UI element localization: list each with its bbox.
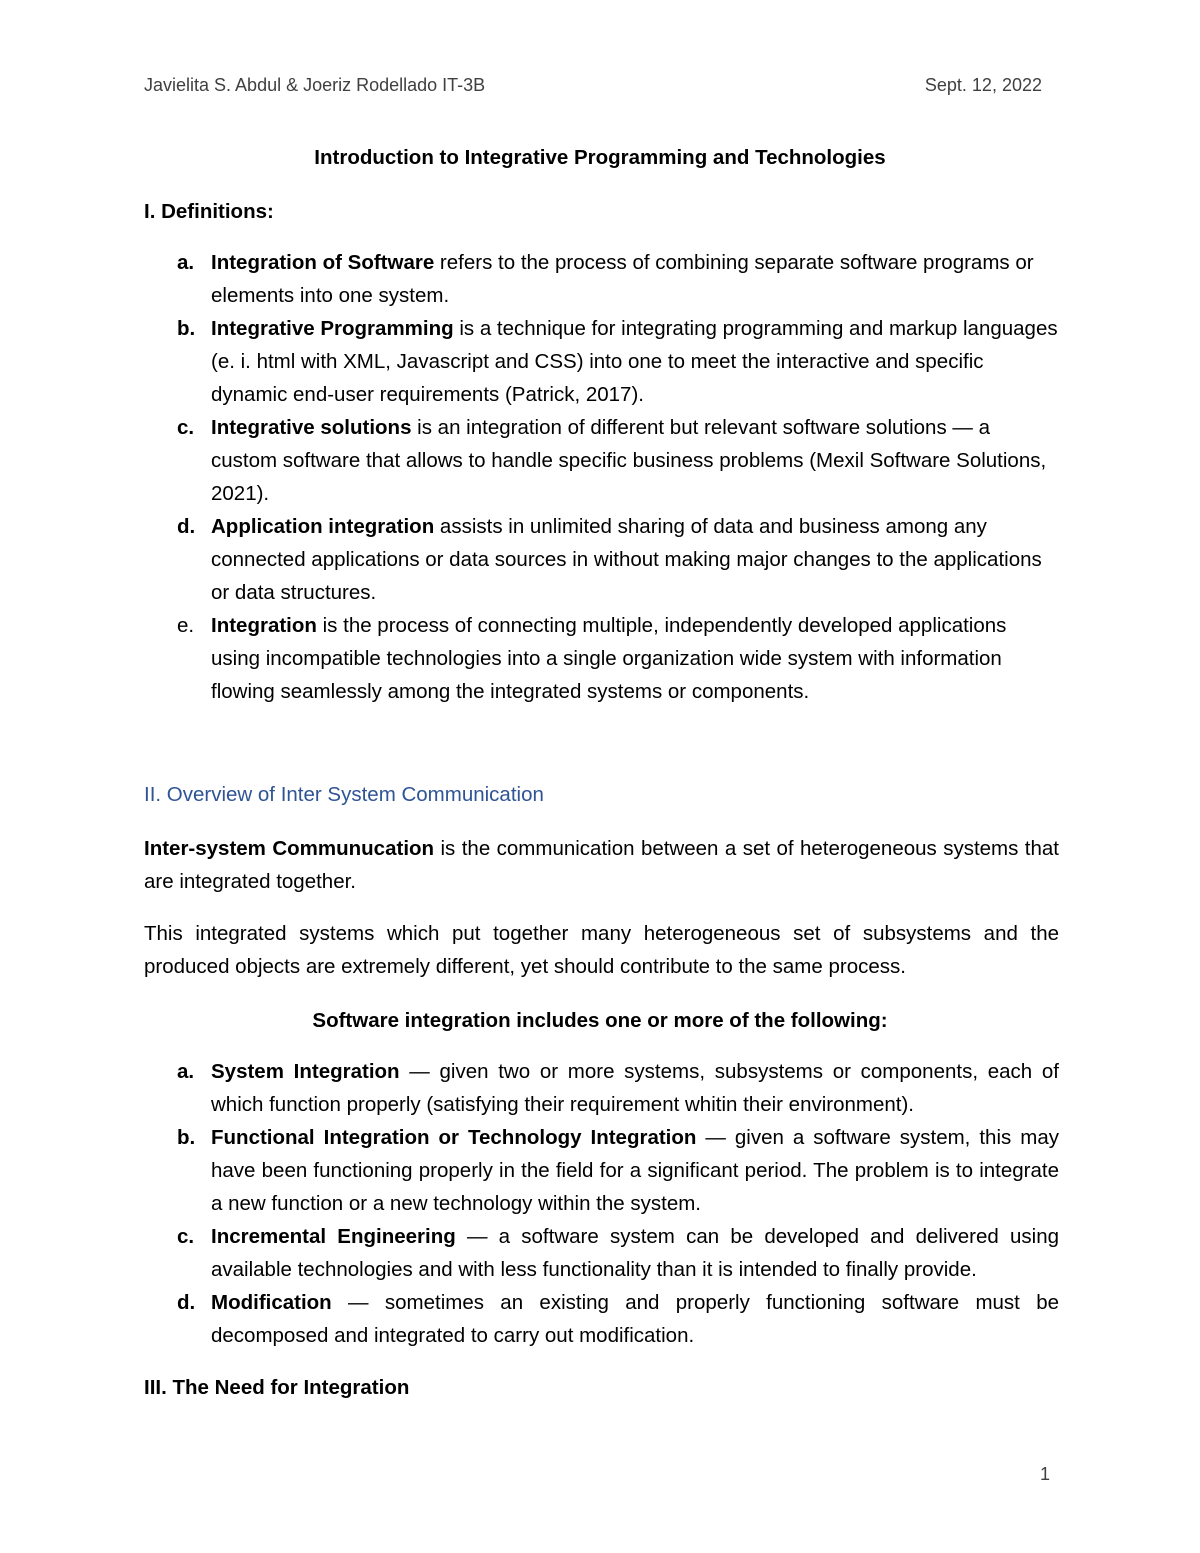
list-item: [144, 1055, 1059, 1121]
document-title: Introduction to Integrative Programming and Technologies: [314, 146, 886, 169]
integration-subheading: Software integration includes one or more of the following:: [312, 1009, 888, 1032]
list-marker: d.: [177, 1291, 196, 1314]
definition-term: Application integration: [211, 515, 435, 538]
definition-text: refers to the process of combining separate software programs or elements into one system.: [211, 251, 1034, 307]
list-marker: b.: [177, 1126, 196, 1149]
paragraph-term: Inter-system Communucation: [144, 837, 435, 860]
list-item: [144, 609, 1059, 708]
list-marker: d.: [177, 515, 196, 538]
integration-text: — sometimes an existing and properly functioning software must be decomposed and integrated to carry out modification.: [211, 1291, 1059, 1347]
paragraph-intersystem: [144, 832, 1059, 898]
paragraph-integrated-systems: This integrated systems which put together many heterogeneous set of subsystems and the produced objects are extremely different, yet should contribute to the same process.: [144, 922, 1059, 978]
integration-term: Incremental Engineering: [211, 1225, 456, 1248]
header-date: Sept. 12, 2022: [924, 75, 1042, 95]
definition-text: is an integration of different but relevant software solutions — a custom software that allows to handle specific business problems (Mexil Software Solutions, 2021).: [211, 416, 1047, 505]
list-marker: c.: [177, 1225, 195, 1248]
definition-text: is a technique for integrating programming and markup languages (e. i. html with XML, Javascript and CSS) into one to meet the interactive and specific dynamic end-user requirements (Patrick, 2017).: [211, 317, 1058, 406]
header-authors: Javielita S. Abdul & Joeriz Rodellado IT-3B: [144, 75, 486, 95]
list-marker: c.: [177, 416, 195, 439]
integration-term: Modification: [211, 1291, 332, 1314]
definition-term: Integrative solutions: [211, 416, 412, 439]
paragraph-text: is the communication between a set of heterogeneous systems that are integrated together.: [144, 837, 1060, 893]
definition-term: Integration: [211, 614, 317, 637]
definition-text: assists in unlimited sharing of data and business among any connected applications or data sources in without making major changes to the applications or data structures.: [211, 515, 1042, 604]
list-marker: e.: [177, 614, 195, 637]
list-item: [144, 1220, 1059, 1286]
section-need-heading: III. The Need for Integration: [144, 1376, 410, 1399]
list-item: [144, 1121, 1059, 1220]
list-marker: a.: [177, 1060, 195, 1083]
list-marker: a.: [177, 251, 195, 274]
list-item: [144, 312, 1059, 411]
section-overview-heading: II. Overview of Inter System Communication: [144, 783, 544, 806]
integration-text: — given two or more systems, subsystems or components, each of which function properly (satisfying their requirement whitin their environment).: [211, 1060, 1059, 1116]
section-definitions-heading: I. Definitions:: [144, 200, 274, 223]
integration-types-list: [144, 1055, 1059, 1352]
definition-text: is the process of connecting multiple, independently developed applications using incompatible technologies into a single organization wide system with information flowing seamlessly among the integrated systems or components.: [211, 614, 1007, 703]
integration-term: Functional Integration or Technology Integration: [211, 1126, 697, 1149]
page-number: 1: [1039, 1464, 1050, 1484]
list-marker: b.: [177, 317, 196, 340]
definition-term: Integrative Programming: [211, 317, 454, 340]
list-item: [144, 510, 1059, 609]
list-item: [144, 1286, 1059, 1352]
definitions-list: [144, 246, 1059, 708]
integration-term: System Integration: [211, 1060, 400, 1083]
integration-text: — given a software system, this may have been functioning properly in the field for a significant period. The problem is to integrate a new function or a new technology within the system.: [211, 1126, 1059, 1215]
list-item: [144, 246, 1059, 312]
list-item: [144, 411, 1059, 510]
definition-term: Integration of Software: [211, 251, 435, 274]
integration-text: — a software system can be developed and delivered using available technologies and with less functionality than it is intended to finally provide.: [211, 1225, 1060, 1281]
